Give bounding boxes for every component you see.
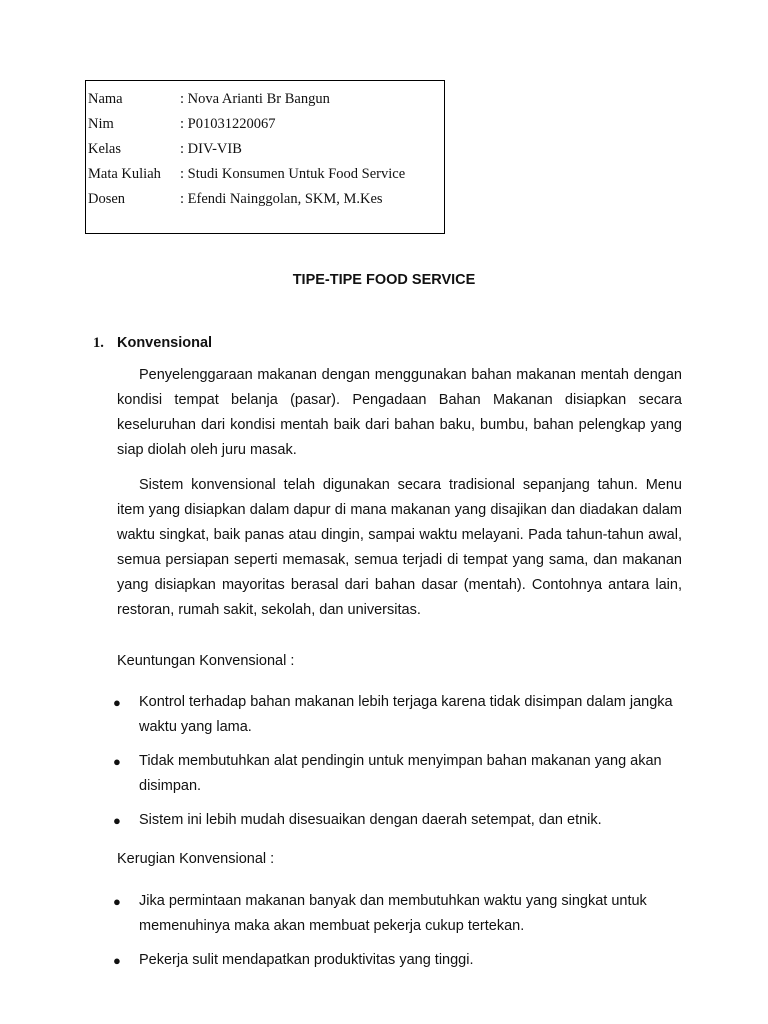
list-item-text: Kontrol terhadap bahan makanan lebih terjaga karena tidak disimpan dalam jangka waktu yang lama. xyxy=(139,694,673,735)
bullet-icon: ● xyxy=(113,953,121,968)
info-value: : Nova Arianti Br Bangun xyxy=(180,91,330,107)
advantages-heading: Keuntungan Konvensional : xyxy=(117,653,295,669)
info-value: : Studi Konsumen Untuk Food Service xyxy=(180,166,406,182)
section-heading-text: Konvensional xyxy=(117,335,213,351)
list-item xyxy=(113,889,673,939)
info-value: : DIV-VIB xyxy=(180,141,242,157)
info-value: : Efendi Nainggolan, SKM, M.Kes xyxy=(180,191,383,207)
list-item-text: Pekerja sulit mendapatkan produktivitas yang tinggi. xyxy=(139,952,474,968)
disadvantages-heading: Kerugian Konvensional : xyxy=(117,851,275,867)
list-item xyxy=(113,948,673,973)
list-item xyxy=(113,690,673,740)
section-number: 1. xyxy=(93,335,104,351)
list-item xyxy=(113,808,673,833)
list-item xyxy=(113,749,673,799)
list-item-text: Jika permintaan makanan banyak dan membutuhkan waktu yang singkat untuk memenuhinya maka akan membuat pekerja cukup tertekan. xyxy=(139,893,647,934)
info-value: : P01031220067 xyxy=(180,116,276,132)
document-title: TIPE-TIPE FOOD SERVICE xyxy=(292,272,476,288)
info-label: Nama xyxy=(88,91,123,107)
info-label: Kelas xyxy=(88,141,122,157)
bullet-icon: ● xyxy=(113,894,121,909)
bullet-icon: ● xyxy=(113,754,121,769)
bullet-icon: ● xyxy=(113,813,121,828)
info-label: Mata Kuliah xyxy=(88,166,161,182)
bullet-icon: ● xyxy=(113,695,121,710)
student-info-box xyxy=(85,80,445,234)
section-heading xyxy=(93,333,212,353)
info-label: Dosen xyxy=(88,191,126,207)
list-item-text: Tidak membutuhkan alat pendingin untuk menyimpan bahan makanan yang akan disimpan. xyxy=(139,753,662,794)
paragraph: Sistem konvensional telah digunakan secara tradisional sepanjang tahun. Menu item yang disiapkan dalam dapur di mana makanan yang disajikan dan diadakan dalam waktu singkat, baik panas atau dingin, sampai waktu melayani. Pada tahun-tahun awal, semua persiapan seperti memasak, semua terjadi di tempat yang sama, dan makanan yang disiapkan mayoritas berasal dari bahan dasar (mentah). Contohnya antara lain, restoran, rumah sakit, sekolah, dan universitas. xyxy=(117,477,682,618)
paragraph: Penyelenggaraan makanan dengan menggunakan bahan makanan mentah dengan kondisi tempat belanja (pasar). Pengadaan Bahan Makanan disiapkan secara keseluruhan dari kondisi mentah baik dari bahan baku, bumbu, bahan pelengkap yang siap diolah oleh juru masak. xyxy=(117,367,682,458)
info-label: Nim xyxy=(88,116,114,132)
list-item-text: Sistem ini lebih mudah disesuaikan dengan daerah setempat, dan etnik. xyxy=(139,812,602,828)
